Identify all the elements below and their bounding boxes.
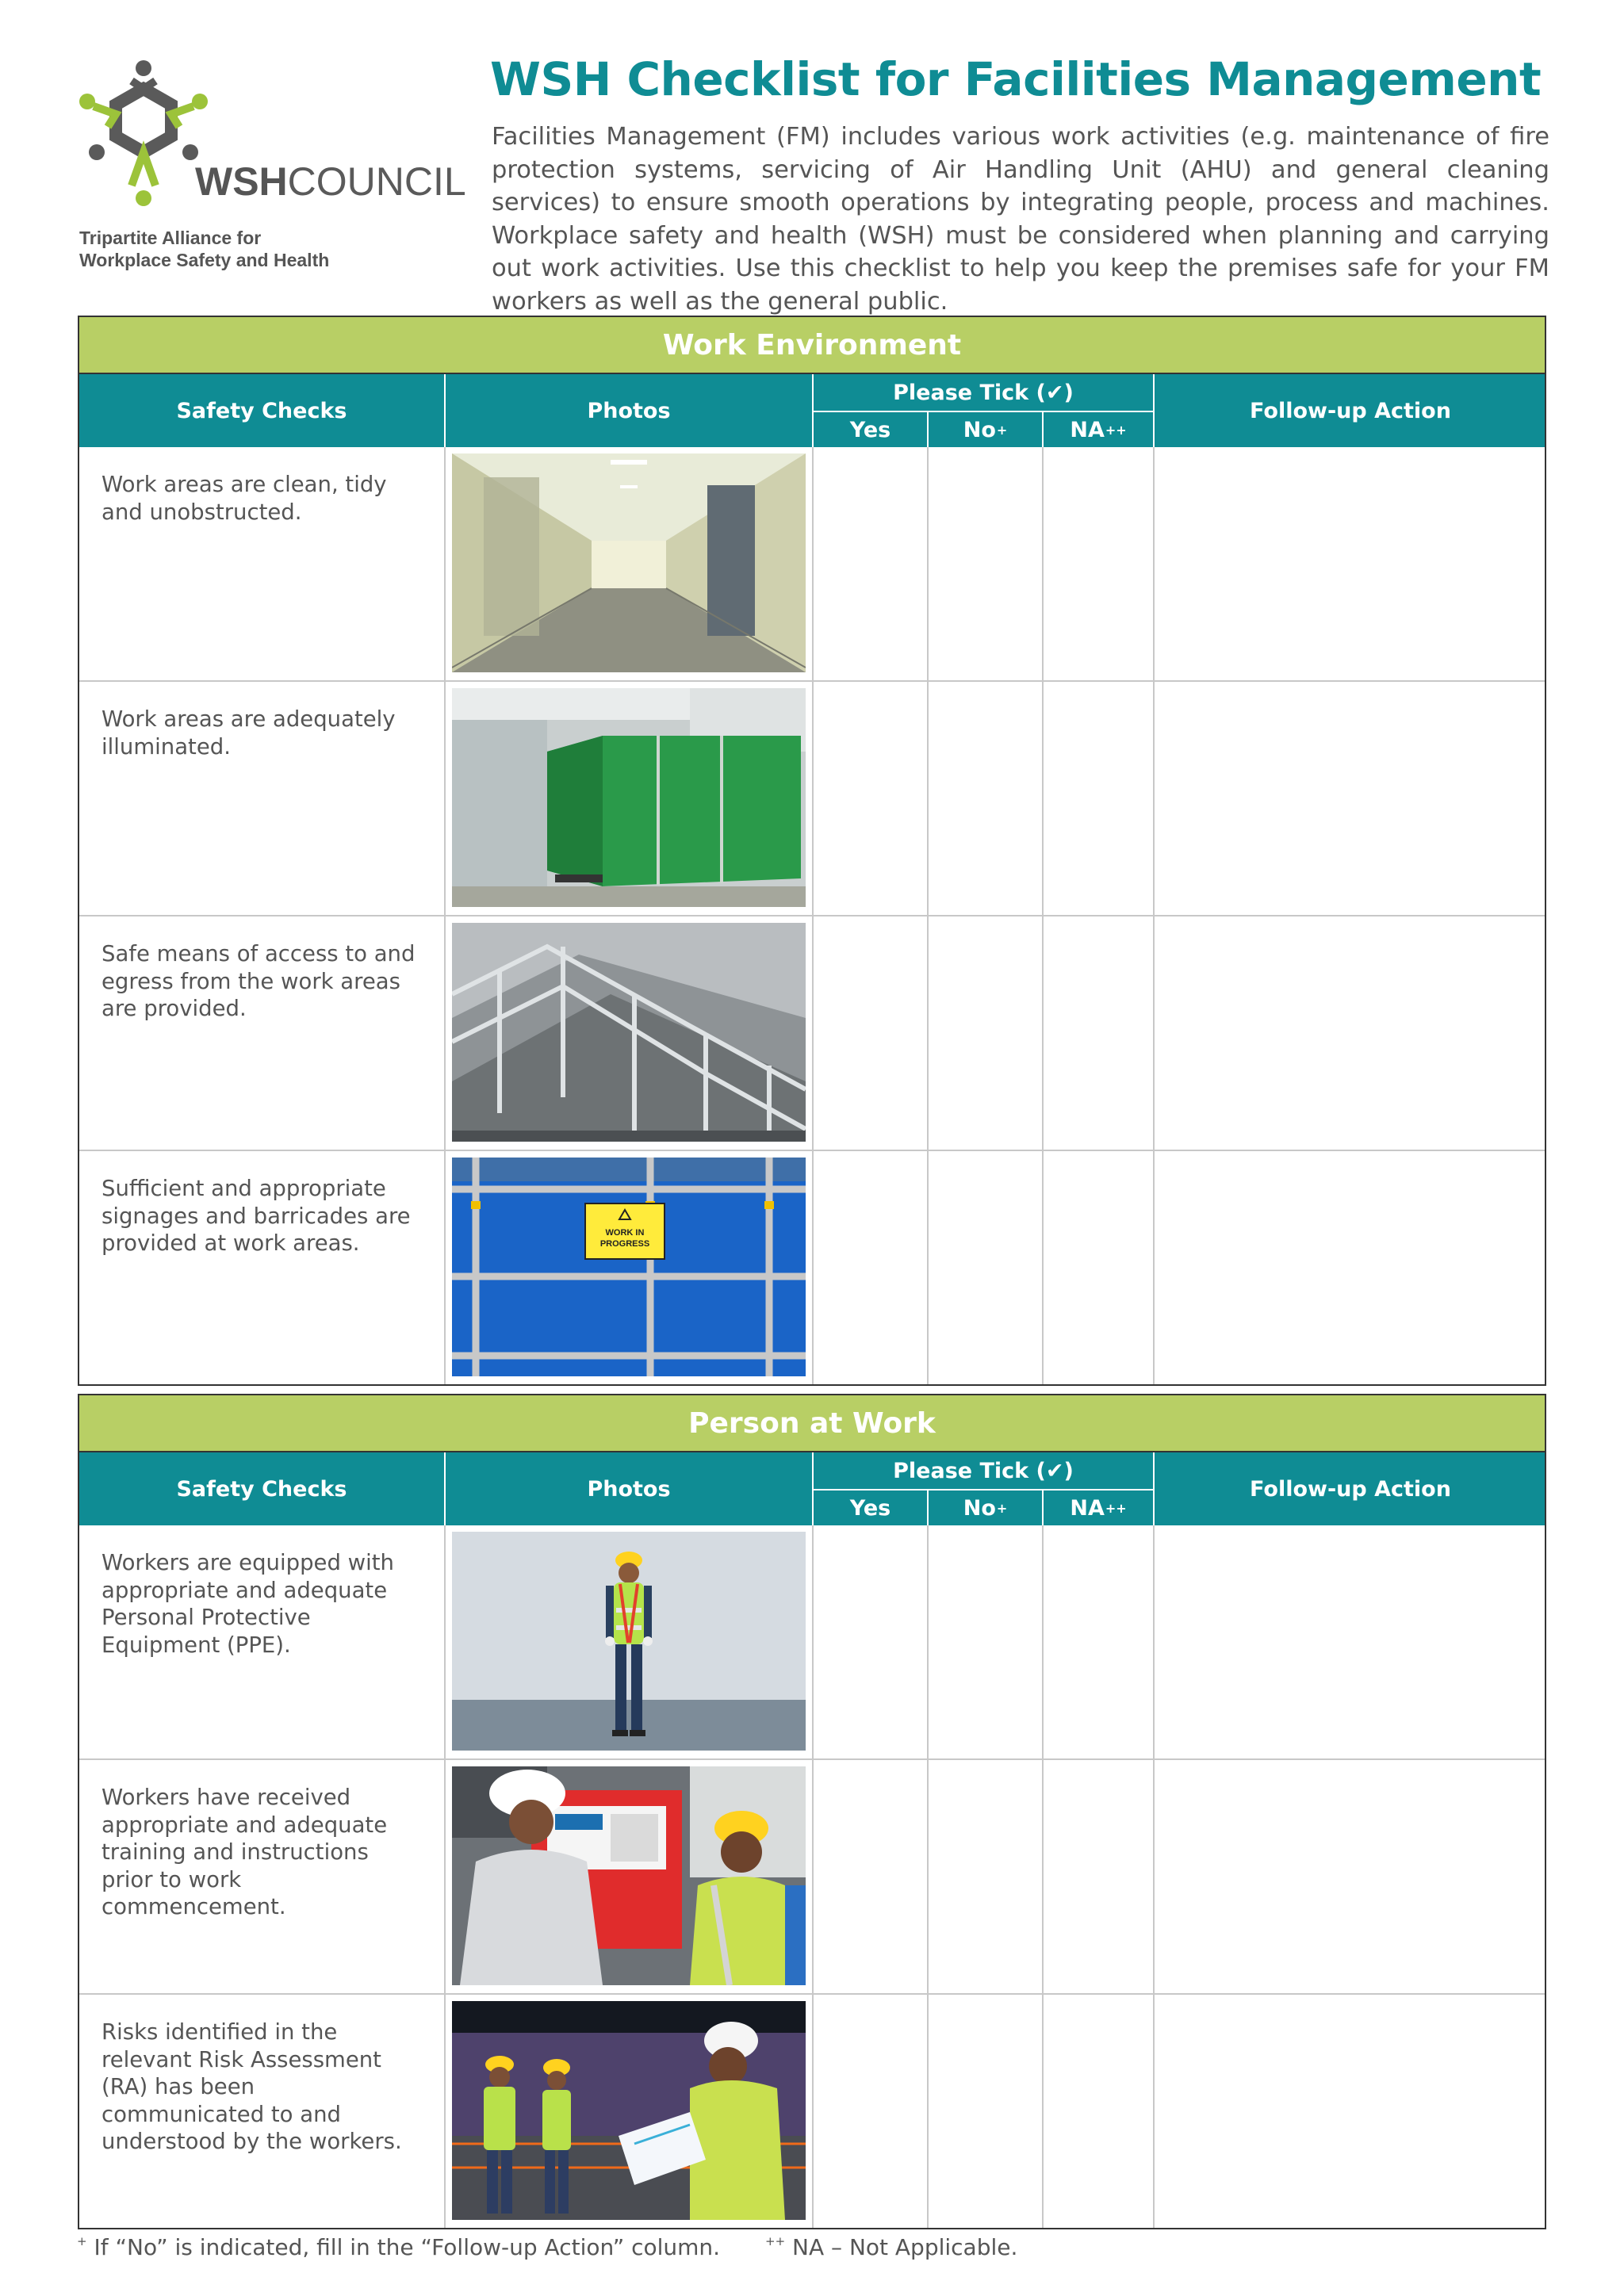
tick-yes-box[interactable] [814, 1760, 929, 1993]
photo-cell [446, 1525, 814, 1758]
safety-check-text: Safe means of access to and egress from the work areas are provided. [79, 916, 446, 1150]
tick-na-box[interactable] [1044, 916, 1155, 1150]
follow-up-action-field[interactable] [1155, 682, 1546, 915]
tick-no-box[interactable] [929, 916, 1044, 1150]
table-header [79, 374, 1545, 447]
barricade-photo [452, 1158, 806, 1376]
photo-cell [446, 1760, 814, 1993]
tick-na-box[interactable] [1044, 682, 1155, 915]
safety-check-text: Sufficient and appropriate signages and barricades are provided at work areas. [79, 1151, 446, 1384]
page-title: WSH Checklist for Facilities Management [490, 52, 1542, 106]
section-person-at-work [78, 1394, 1546, 2229]
header-no: No + [929, 1490, 1044, 1525]
follow-up-action-field[interactable] [1155, 447, 1546, 680]
header-follow-up-action: Follow-up Action [1250, 1476, 1451, 1502]
wsh-council-emblem-icon [76, 59, 211, 217]
header-please-tick: Please Tick (✔) [814, 1452, 1155, 1490]
logo-tagline: Tripartite Alliance for Workplace Safety and Health [79, 228, 330, 270]
ppe-worker-photo [452, 1532, 806, 1751]
corridor-photo [452, 453, 806, 672]
safety-check-text: Workers are equipped with appropriate and adequate Personal Protective Equipment (PPE). [79, 1525, 446, 1758]
tick-na-box[interactable] [1044, 447, 1155, 680]
tick-no-box[interactable] [929, 447, 1044, 680]
tick-no-box[interactable] [929, 682, 1044, 915]
follow-up-action-field[interactable] [1155, 1525, 1546, 1758]
ahu-room-photo [452, 688, 806, 907]
tick-yes-box[interactable] [814, 916, 929, 1150]
photo-cell [446, 916, 814, 1150]
sign-line-1: WORK IN [605, 1228, 645, 1238]
tick-no-box[interactable] [929, 1760, 1044, 1993]
header-photos: Photos [446, 1452, 814, 1525]
sign-line-2: PROGRESS [599, 1239, 650, 1249]
footnote-follow-up: + If “No” is indicated, fill in the “Follow-up Action” column. [77, 2234, 721, 2260]
table-row [79, 1525, 1545, 1758]
risk-briefing-photo [452, 2001, 806, 2220]
safety-check-text: Work areas are clean, tidy and unobstructed. [79, 447, 446, 680]
follow-up-action-field[interactable] [1155, 916, 1546, 1150]
tick-yes-box[interactable] [814, 447, 929, 680]
table-row [79, 447, 1545, 680]
tick-na-box[interactable] [1044, 1525, 1155, 1758]
section-work-environment [78, 316, 1546, 1386]
photo-cell [446, 1151, 814, 1384]
header-yes: Yes [814, 1490, 929, 1525]
follow-up-action-field[interactable] [1155, 1995, 1546, 2228]
header-safety-checks: Safety Checks [79, 374, 446, 447]
tick-no-box[interactable] [929, 1995, 1044, 2228]
table-row [79, 1758, 1545, 1993]
follow-up-action-field[interactable] [1155, 1151, 1546, 1384]
header-yes: Yes [814, 412, 929, 447]
footnote-not-applicable: ++ NA – Not Applicable. [765, 2234, 1018, 2260]
header-please-tick: Please Tick (✔) [814, 374, 1155, 412]
section-title: Work Environment [79, 317, 1545, 374]
tick-na-box[interactable] [1044, 1760, 1155, 1993]
tick-na-box[interactable] [1044, 1995, 1155, 2228]
tick-yes-box[interactable] [814, 1525, 929, 1758]
wsh-council-logo [76, 59, 466, 273]
training-photo [452, 1766, 806, 1985]
safety-check-text: Risks identified in the relevant Risk Assessment (RA) has been communicated to and understood by the workers. [79, 1995, 446, 2228]
table-header [79, 1452, 1545, 1525]
follow-up-action-field[interactable] [1155, 1760, 1546, 1993]
intro-paragraph: Facilities Management (FM) includes various work activities (e.g. maintenance of fire protection systems, servicing of Air Handling Unit (AHU) and general cleaning services) to ensure smooth operations by integrating people, process and machines. Workplace safety and health (WSH) must be considered when planning and carrying out work activities. Use this checklist to help you keep the premises safe for your FM workers as well as the general public. [492, 123, 1549, 316]
table-row [79, 680, 1545, 915]
header-safety-checks: Safety Checks [79, 1452, 446, 1525]
section-title: Person at Work [79, 1395, 1545, 1452]
header-photos: Photos [446, 374, 814, 447]
tick-yes-box[interactable] [814, 1995, 929, 2228]
safety-check-text: Work areas are adequately illuminated. [79, 682, 446, 915]
table-row [79, 915, 1545, 1150]
tick-no-box[interactable] [929, 1151, 1044, 1384]
staircase-photo [452, 923, 806, 1142]
header-no: No + [929, 412, 1044, 447]
table-row [79, 1150, 1545, 1384]
tick-na-box[interactable] [1044, 1151, 1155, 1384]
tick-yes-box[interactable] [814, 1151, 929, 1384]
header-na: NA ++ [1044, 412, 1155, 447]
header-follow-up-action: Follow-up Action [1250, 398, 1451, 423]
photo-cell [446, 682, 814, 915]
photo-cell [446, 447, 814, 680]
tick-no-box[interactable] [929, 1525, 1044, 1758]
safety-check-text: Workers have received appropriate and adequate training and instructions prior to work commencement. [79, 1760, 446, 1993]
header-na: NA ++ [1044, 1490, 1155, 1525]
tick-yes-box[interactable] [814, 682, 929, 915]
photo-cell [446, 1995, 814, 2228]
logo-wordmark: WSHCOUNCIL [195, 159, 466, 204]
table-row [79, 1993, 1545, 2228]
